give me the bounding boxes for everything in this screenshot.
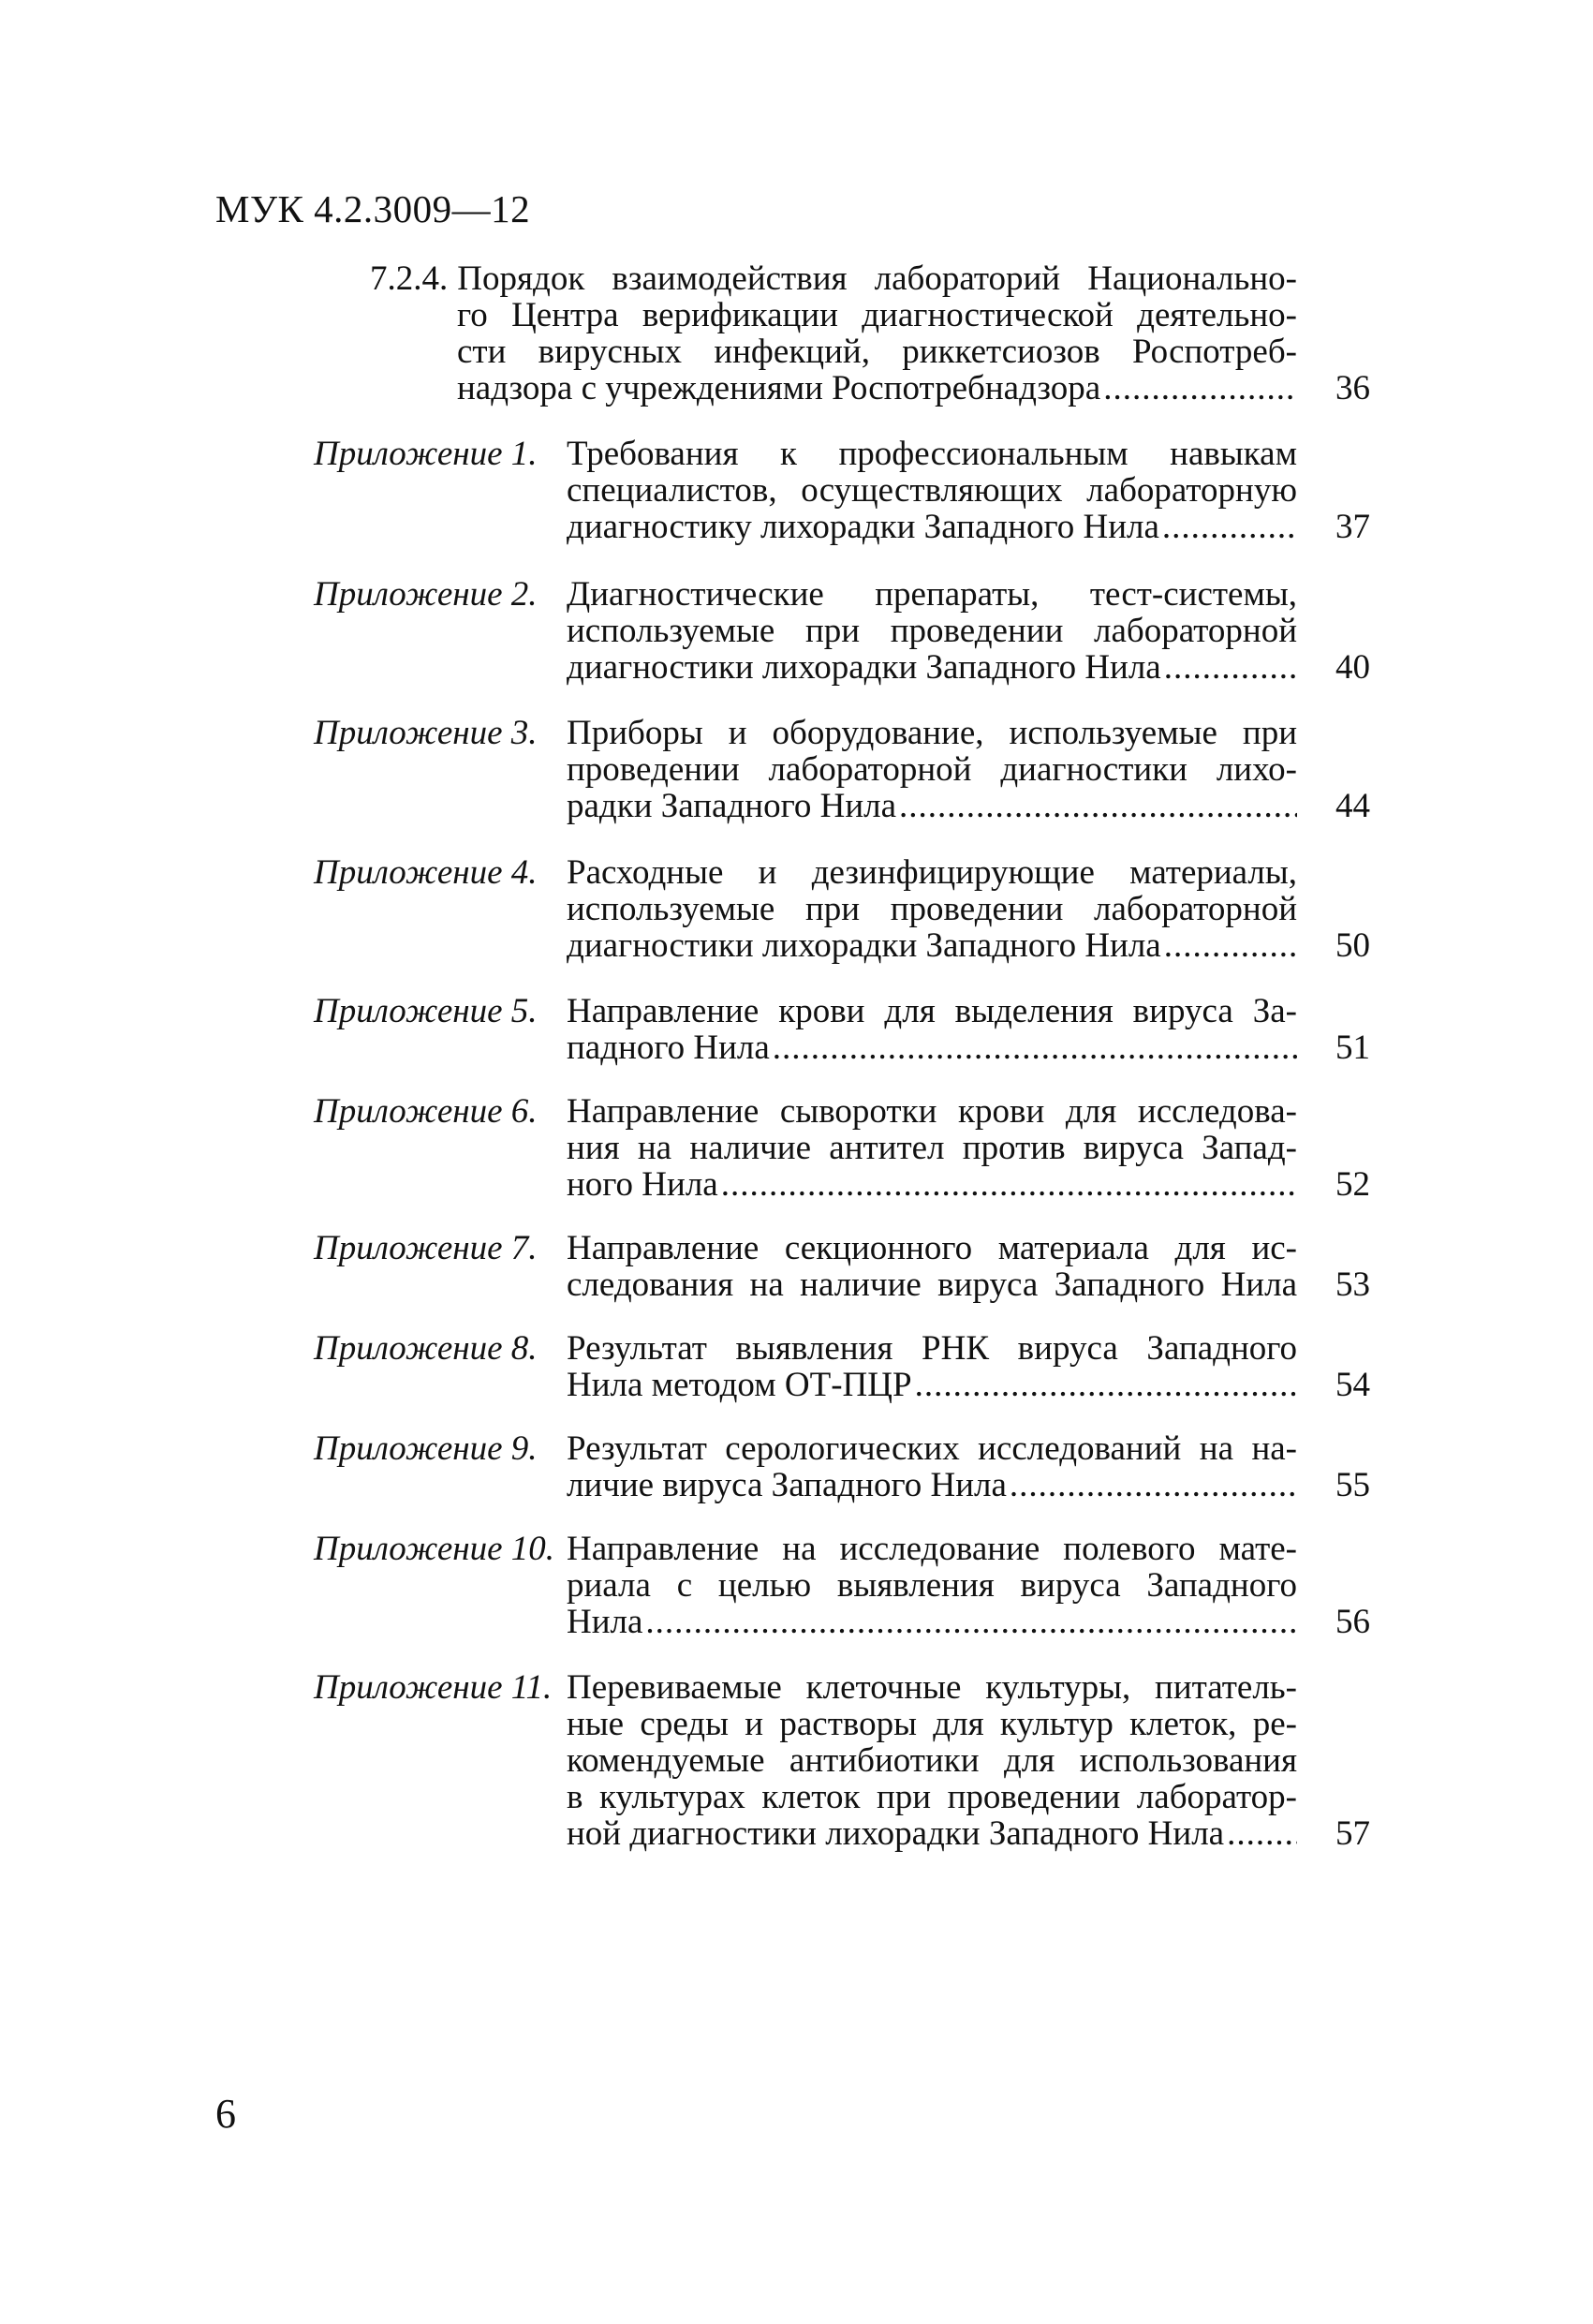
toc-page-number: 57 — [1335, 1814, 1370, 1853]
toc-entry-text — [567, 436, 1297, 545]
toc-line: Направление сыворотки крови для исследова- — [567, 1093, 1297, 1130]
toc-leader-dots — [915, 1367, 1297, 1403]
toc-entry-label: Приложение 4. — [314, 853, 538, 892]
toc-page-number: 50 — [1335, 926, 1370, 965]
toc-page-number: 53 — [1335, 1266, 1370, 1304]
toc-line: специалистов, осуществляющих лабораторную — [567, 472, 1297, 509]
toc-entry-text — [370, 260, 1297, 407]
toc-entry-text — [567, 1093, 1297, 1203]
toc-entry-appendix-7[interactable] — [0, 1230, 1593, 1303]
toc-line: Направление крови для выделения вируса За- — [567, 993, 1297, 1029]
toc-entry-label: Приложение 9. — [314, 1429, 538, 1468]
toc-line: диагностики лихорадки Западного Нила — [567, 927, 1161, 964]
toc-entry-label: Приложение 5. — [314, 992, 538, 1030]
toc-line: комендуемые антибиотики для использования — [567, 1742, 1297, 1779]
toc-entry-text — [567, 715, 1297, 824]
toc-entry-text — [567, 1669, 1297, 1852]
toc-entry-text — [567, 854, 1297, 964]
page-number: 6 — [215, 2091, 236, 2137]
toc-entry-text — [567, 1430, 1297, 1503]
toc-line: Результат выявления РНК вируса Западного — [567, 1330, 1297, 1367]
toc-page-number: 52 — [1335, 1165, 1370, 1204]
toc-entry-appendix-9[interactable] — [0, 1430, 1593, 1503]
toc-line: Направление на исследование полевого мате- — [567, 1531, 1297, 1567]
toc-page-number: 56 — [1335, 1603, 1370, 1641]
toc-line: ного Нила — [567, 1166, 718, 1203]
toc-line: используемые при проведении лабораторной — [567, 891, 1297, 927]
toc-entry-appendix-6[interactable] — [0, 1093, 1593, 1203]
toc-line: личие вируса Западного Нила — [567, 1467, 1007, 1503]
toc-entry-label: Приложение 8. — [314, 1329, 538, 1368]
toc-line: падного Нила — [567, 1029, 770, 1066]
toc-page-number: 55 — [1335, 1466, 1370, 1504]
toc-leader-dots — [721, 1166, 1297, 1203]
toc-leader-dots — [1162, 509, 1297, 545]
toc-entry-appendix-10[interactable] — [0, 1531, 1593, 1640]
toc-line: проведении лабораторной диагностики лихо- — [567, 751, 1297, 788]
toc-line: Нила методом ОТ-ПЦР — [567, 1367, 912, 1403]
toc-entry-label: Приложение 1. — [314, 435, 538, 473]
toc-leader-dots — [1227, 1815, 1297, 1852]
toc-entry-label: Приложение 6. — [314, 1092, 538, 1131]
toc-entry-text — [567, 576, 1297, 686]
toc-entry-appendix-4[interactable] — [0, 854, 1593, 964]
toc-line: Нила — [567, 1604, 643, 1640]
toc-line: используемые при проведении лабораторной — [567, 613, 1297, 649]
toc-leader-dots — [773, 1029, 1297, 1066]
toc-line: Перевиваемые клеточные культуры, питатель- — [567, 1669, 1297, 1706]
toc-entry-text — [567, 993, 1297, 1066]
toc-line: го Центра верификации диагностической деятельно- — [457, 297, 1297, 333]
toc-line: диагностику лихорадки Западного Нила — [567, 509, 1159, 545]
table-of-contents — [0, 260, 1593, 1852]
toc-entry-text — [567, 1230, 1297, 1303]
toc-line: Направление секционного материала для ис- — [567, 1230, 1297, 1266]
toc-entry-text — [567, 1330, 1297, 1403]
toc-entry-appendix-2[interactable] — [0, 576, 1593, 686]
toc-entry-appendix-1[interactable] — [0, 436, 1593, 545]
toc-line: ной диагностики лихорадки Западного Нила — [567, 1815, 1225, 1852]
toc-line: Диагностические препараты, тест-системы, — [567, 576, 1297, 613]
toc-entry-label: Приложение 7. — [314, 1229, 538, 1267]
toc-leader-dots — [1164, 927, 1297, 964]
document-code-header: МУК 4.2.3009—12 — [215, 187, 531, 230]
toc-line: Результат серологических исследований на на- — [567, 1430, 1297, 1467]
toc-line: сти вирусных инфекций, риккетсиозов Роспотреб- — [457, 333, 1297, 370]
toc-leader-dots — [1164, 649, 1297, 686]
toc-line: риала с целью выявления вируса Западного — [567, 1567, 1297, 1604]
toc-line: Приборы и оборудование, используемые при — [567, 715, 1297, 751]
toc-line: диагностики лихорадки Западного Нила — [567, 649, 1161, 686]
toc-page-number: 40 — [1335, 648, 1370, 687]
toc-line: Требования к профессиональным навыкам — [567, 436, 1297, 472]
toc-line: надзора с учреждениями Роспотребнадзора — [457, 370, 1101, 407]
toc-leader-dots — [899, 788, 1297, 824]
toc-entry-label: Приложение 2. — [314, 575, 538, 614]
toc-page-number: 51 — [1335, 1029, 1370, 1067]
toc-line: радки Западного Нила — [567, 788, 897, 824]
toc-entry-label: Приложение 11. — [314, 1668, 553, 1707]
toc-leader-dots — [645, 1604, 1297, 1640]
toc-page-number: 44 — [1335, 787, 1370, 825]
toc-entry-appendix-11[interactable] — [0, 1669, 1593, 1852]
toc-entry-appendix-5[interactable] — [0, 993, 1593, 1066]
toc-leader-dots — [1010, 1467, 1297, 1503]
toc-entry-appendix-3[interactable] — [0, 715, 1593, 824]
toc-leader-dots — [1103, 370, 1297, 407]
toc-entry-label: Приложение 10. — [314, 1530, 555, 1568]
toc-line: Порядок взаимодействия лабораторий Национально- — [457, 260, 1297, 297]
toc-page-number: 54 — [1335, 1366, 1370, 1404]
toc-entry-7-2-4[interactable] — [0, 260, 1593, 407]
toc-entry-label: Приложение 3. — [314, 714, 538, 752]
toc-line: в культурах клеток при проведении лаборатор- — [567, 1779, 1297, 1815]
toc-entry-appendix-8[interactable] — [0, 1330, 1593, 1403]
toc-line: ные среды и растворы для культур клеток, ре- — [567, 1706, 1297, 1742]
toc-page-number: 37 — [1335, 508, 1370, 546]
toc-entry-text — [567, 1531, 1297, 1640]
toc-line: следования на наличие вируса Западного Нила — [567, 1266, 1297, 1303]
toc-page-number: 36 — [1335, 369, 1370, 407]
toc-entry-label: 7.2.4. — [370, 260, 449, 297]
toc-line: Расходные и дезинфицирующие материалы, — [567, 854, 1297, 891]
toc-line: ния на наличие антител против вируса Запад- — [567, 1130, 1297, 1166]
